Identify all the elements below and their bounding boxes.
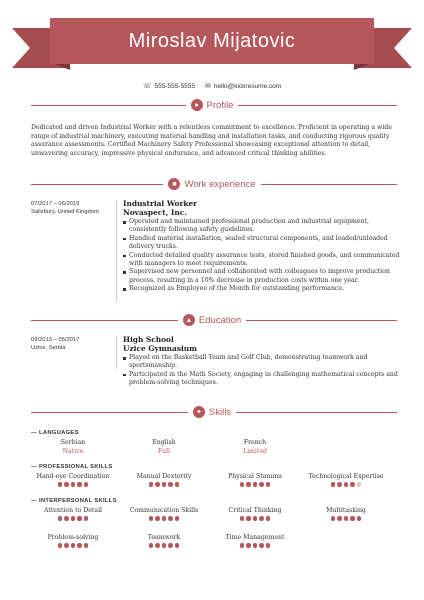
skill-item	[28, 507, 118, 521]
work-title: Work experience	[184, 178, 256, 190]
skill-item	[119, 534, 209, 548]
work-timeline	[116, 200, 117, 302]
rating-dot	[259, 543, 264, 548]
graduation-cap-icon: ▲	[183, 314, 195, 326]
rating-dot	[64, 516, 69, 521]
rating-dot	[337, 482, 342, 487]
skill-rating	[210, 482, 300, 487]
work-heading	[0, 177, 424, 191]
rating-dot	[155, 482, 160, 487]
rating-dot	[149, 543, 154, 548]
rating-dot	[240, 482, 245, 487]
rating-dot	[259, 516, 264, 521]
rating-dot	[168, 543, 173, 548]
professional-skills-label: — PROFESSIONAL SKILLS	[31, 464, 113, 470]
skill-rating	[119, 543, 209, 548]
language-level: Limited	[242, 448, 268, 455]
language-item	[215, 438, 295, 456]
job-title: Industrial Worker	[123, 199, 198, 208]
briefcase-icon: ■	[168, 178, 180, 190]
rating-dot	[175, 516, 180, 521]
skill-rating	[210, 543, 300, 548]
rating-dot	[240, 543, 245, 548]
skill-name: Time Management	[225, 534, 285, 541]
mail-icon: ✉	[205, 83, 211, 90]
work-entry	[123, 199, 403, 294]
rating-dot	[71, 543, 76, 548]
name-banner	[0, 0, 424, 80]
rating-dot	[266, 543, 271, 548]
email-text: hello@kickresume.com	[213, 83, 282, 90]
skill-rating	[301, 482, 391, 487]
rating-dot	[253, 543, 258, 548]
list-item: Recognized as Employee of the Month for outstanding performance.	[123, 285, 403, 293]
languages-label: — LANGUAGES	[31, 430, 79, 436]
skill-name: Hand-eye Coordination	[36, 473, 110, 480]
education-date: 09/2013 – 05/2017	[31, 337, 80, 343]
person-icon: ●	[191, 99, 203, 111]
language-name: Serbian	[60, 439, 86, 446]
skill-name: Teamwork	[147, 534, 181, 541]
skill-rating	[301, 516, 391, 521]
skill-item	[210, 473, 300, 487]
rating-dot	[64, 482, 69, 487]
work-date: 07/2017 – 06/2019	[31, 201, 80, 207]
rating-dot	[246, 482, 251, 487]
language-level: Native	[62, 448, 84, 455]
language-name: English	[152, 439, 176, 446]
profile-heading	[0, 98, 424, 112]
skill-item	[119, 507, 209, 521]
phone-icon: ☏	[142, 83, 152, 90]
skill-rating	[119, 482, 209, 487]
profile-title: Profile	[206, 99, 234, 111]
company-name: Novaspect, Inc.	[123, 208, 187, 217]
contact-bar	[0, 80, 424, 92]
skill-rating	[28, 516, 118, 521]
skill-name: Manual Dexterity	[136, 473, 192, 480]
email-contact	[205, 82, 281, 90]
rating-dot	[149, 516, 154, 521]
skill-rating	[210, 516, 300, 521]
rating-dot	[168, 516, 173, 521]
education-timeline	[116, 336, 117, 369]
rating-dot	[175, 543, 180, 548]
interpersonal-skills-label: — INTERPERSONAL SKILLS	[31, 498, 117, 504]
rating-dot	[240, 516, 245, 521]
lightbulb-icon: ✦	[193, 406, 205, 418]
rating-dot	[266, 516, 271, 521]
rating-dot	[58, 516, 63, 521]
phone-text: 555-555-5555	[154, 83, 196, 90]
rating-dot	[168, 482, 173, 487]
skill-item	[28, 473, 118, 487]
skill-item	[210, 507, 300, 521]
rating-dot	[175, 482, 180, 487]
list-item: Conducted detailed quality assurance tests, stored finished goods, and communicated with managers to meet requirements.	[123, 252, 403, 269]
language-name: French	[243, 439, 267, 446]
skill-rating	[119, 516, 209, 521]
rating-dot	[58, 482, 63, 487]
skill-name: Problem-solving	[47, 534, 99, 541]
rating-dot	[331, 482, 336, 487]
school-name: Uzice Gymnasium	[123, 344, 197, 353]
language-level: Full	[157, 448, 171, 455]
education-title: Education	[198, 314, 242, 326]
rating-dot	[149, 482, 154, 487]
rating-dot	[162, 543, 167, 548]
skill-name: Physical Stamina	[228, 473, 282, 480]
rating-dot	[77, 516, 82, 521]
list-item: Supervised new personnel and collaborated with colleagues to improve production process, resulting in a 10% decrease in production costs within one year.	[123, 268, 403, 285]
list-item: Participated in the Math Society, engaging in challenging mathematical concepts and problem-solving techniques.	[123, 371, 403, 388]
rating-dot	[344, 516, 349, 521]
rating-dot	[77, 482, 82, 487]
skill-item	[301, 507, 391, 521]
phone-contact	[143, 82, 195, 90]
language-item	[33, 438, 113, 456]
language-item	[124, 438, 204, 456]
list-item: Played on the Basketball Team and Golf Club, demonstrating teamwork and sportsmanship.	[123, 354, 403, 371]
education-heading	[0, 313, 424, 327]
skill-rating	[28, 482, 118, 487]
rating-dot	[357, 516, 362, 521]
rating-dot	[331, 516, 336, 521]
rating-dot	[77, 543, 82, 548]
rating-dot	[162, 516, 167, 521]
list-item: Handled material installation, sealed structural components, and loaded/unloaded delivery trucks.	[123, 235, 403, 252]
work-location: Salisbury, United Kingdom	[31, 209, 99, 215]
rating-dot	[84, 543, 89, 548]
rating-dot	[64, 543, 69, 548]
rating-dot	[246, 543, 251, 548]
work-bullets	[123, 218, 403, 294]
work-date-block	[31, 200, 99, 216]
rating-dot	[84, 482, 89, 487]
skill-item	[210, 534, 300, 548]
skill-name: Multitasking	[326, 507, 366, 514]
skill-item	[119, 473, 209, 487]
rating-dot	[337, 516, 342, 521]
skill-rating	[28, 543, 118, 548]
rating-dot	[266, 482, 271, 487]
rating-dot	[155, 516, 160, 521]
rating-dot	[58, 543, 63, 548]
education-entry	[123, 335, 403, 388]
skill-name: Technological Expertise	[308, 473, 384, 480]
rating-dot	[253, 482, 258, 487]
education-date-block	[31, 336, 79, 352]
list-item: Operated and maintained professional production and industrial equipment, consistently following safety guidelines.	[123, 218, 403, 235]
education-bullets	[123, 354, 403, 388]
profile-text: Dedicated and driven Industrial Worker with a relentless commitment to excellence. Proficient in operating a wide range of industrial machinery, executing material handling and installation tasks, and conducting rigorous quality assurance assessments. Certified Machinery Safety Professional showcasing exceptional attention to detail, unwavering accuracy, impressive physical endurance, and advanced critical thinking abilities.	[31, 124, 392, 157]
candidate-name: Miroslav Mijatovic	[128, 30, 296, 52]
rating-dot	[246, 516, 251, 521]
skill-name: Communication Skills	[129, 507, 199, 514]
rating-dot	[259, 482, 264, 487]
rating-dot	[357, 482, 362, 487]
skill-item	[28, 534, 118, 548]
rating-dot	[350, 516, 355, 521]
rating-dot	[71, 516, 76, 521]
rating-dot	[71, 482, 76, 487]
skills-heading	[0, 405, 424, 419]
rating-dot	[155, 543, 160, 548]
degree: High School	[123, 335, 174, 344]
skill-item	[301, 473, 391, 487]
skill-name: Attention to Detail	[43, 507, 103, 514]
rating-dot	[344, 482, 349, 487]
skill-name: Critical Thinking	[228, 507, 282, 514]
rating-dot	[253, 516, 258, 521]
rating-dot	[84, 516, 89, 521]
education-location: Uzice, Serbia	[31, 345, 66, 351]
rating-dot	[350, 482, 355, 487]
rating-dot	[162, 482, 167, 487]
skills-title: Skills	[208, 406, 232, 418]
